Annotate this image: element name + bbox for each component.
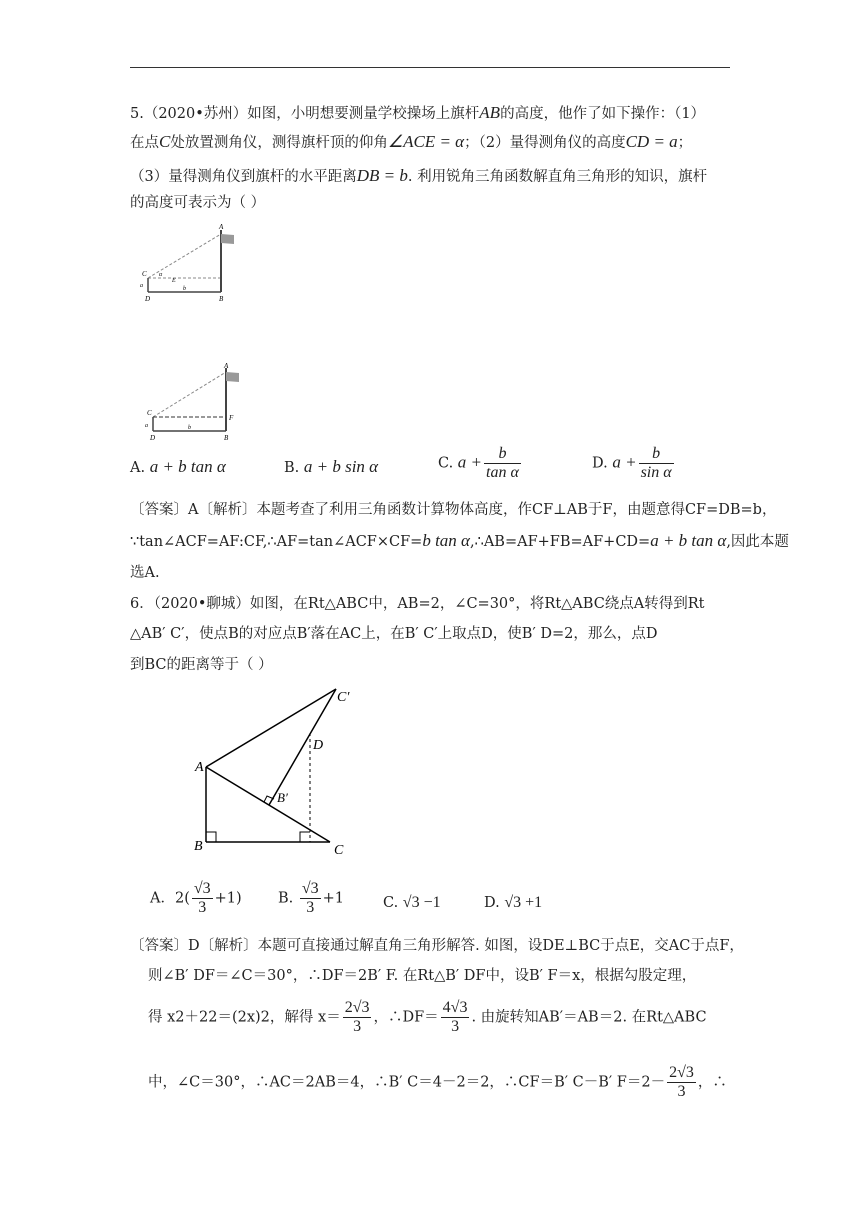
label-E: E	[172, 278, 176, 284]
right-angle-B	[206, 832, 216, 842]
q5-figure-1	[135, 222, 245, 306]
label-C: C	[147, 409, 152, 417]
label-C: C	[334, 843, 344, 857]
label-A: A	[195, 760, 204, 775]
q6-option-b[interactable]: B. $\frac{√3}{3}$ +1	[278, 880, 345, 916]
segment-B-prime-C-prime	[269, 689, 336, 805]
q5-line-4: 的高度可表示为（ ）	[130, 195, 266, 211]
q5-line-3: （3）量得测角仪到旗杆的水平距离DB = b. 利用锐角三角函数解直角三角形的知识，旗杆	[130, 166, 708, 185]
label-C: C	[142, 270, 147, 278]
label-b: b	[183, 286, 186, 292]
q5-option-a[interactable]: A. a + b tan α	[130, 457, 226, 476]
q6-answer-line-1: 〔答案〕D〔解析〕本题可直接通过解直角三角形解答. 如图，设DE⊥BC于点E，交AC于点F，	[130, 938, 744, 954]
q6-answer-line-4: 中，∠C＝30°，∴AC＝2AB＝4，∴B′ C＝4－2＝2，∴CF＝B′ C－B′ F＝2－ $\frac{2√3}{3}$ ，∴	[148, 1064, 727, 1100]
label-a: a	[140, 283, 143, 289]
sight-line	[153, 372, 226, 417]
q5-line-2: 在点C处放置测角仪，测得旗杆顶的仰角∠ACE = α；（2）量得测角仪的高度CD = a；	[130, 132, 693, 151]
q5-figure-2	[140, 362, 250, 444]
q6-answer-line-2: 则∠B′ DF＝∠C＝30°，∴DF＝2B′ F. 在Rt△B′ DF中，设B′ F＝x，根据勾股定理，	[148, 968, 697, 984]
flag-icon	[226, 372, 239, 382]
q6-answer-line-3: 得 x2＋22＝(2x)2，解得 x＝ $\frac{2√3}{3}$ ，∴DF＝ $\frac{4√3}{3}$ . 由旋转知AB′＝AB＝2. 在Rt△ABC	[148, 999, 707, 1035]
q6-line-3: 到BC的距离等于（ ）	[130, 657, 273, 673]
q6-line-1: 6．（2020•聊城）如图，在Rt△ABC中，AB=2，∠C=30°，将Rt△ABC绕点A转得到Rt	[130, 596, 705, 612]
label-D: D	[145, 295, 151, 303]
q6-option-d[interactable]: D. √3 +1	[484, 894, 543, 911]
q6-triangle-figure	[185, 682, 365, 857]
label-B-prime: B′	[277, 790, 288, 805]
header-rule	[130, 67, 730, 68]
label-alpha: α	[159, 272, 163, 278]
q5-option-c[interactable]: C. a + $\frac{b}{\text{tan α}}$	[438, 445, 519, 481]
label-A: A	[224, 362, 229, 370]
label-B: B	[219, 295, 224, 303]
q5-answer-line-3: 选A.	[130, 565, 160, 581]
label-a: a	[145, 423, 148, 429]
label-A: A	[219, 223, 224, 231]
label-D: D	[313, 738, 324, 753]
label-B: B	[224, 434, 229, 442]
q5-option-b[interactable]: B. a + b sin α	[284, 457, 379, 476]
label-F: F	[229, 414, 234, 422]
q5-line-1: 5.（2020•苏州）如图，小明想要测量学校操场上旗杆AB的高度，他作了如下操作：（1）	[130, 103, 706, 122]
label-C-prime: C′	[337, 690, 350, 705]
right-angle-E	[300, 832, 310, 842]
label-B: B	[194, 839, 203, 854]
q6-line-2: △AB′ C′，使点B的对应点B′落在AC上，在B′ C′上取点D，使B′ D=2，那么，点D	[130, 626, 658, 642]
q5-answer-line-1: 〔答案〕A〔解析〕本题考查了利用三角函数计算物体高度，作CF⊥AB于F，由题意得CF=DB=b，	[130, 502, 777, 518]
q5-option-d[interactable]: D. a + $\frac{b}{\text{sin α}}$	[592, 445, 672, 481]
q6-option-c[interactable]: C. √3 −1	[383, 894, 441, 911]
label-D: D	[150, 434, 156, 442]
q6-option-a[interactable]: A．2( $\frac{√3}{3}$ +1)	[150, 880, 242, 916]
flag-icon	[221, 234, 234, 244]
segment-AC-prime	[206, 689, 336, 767]
label-b: b	[188, 425, 191, 431]
q5-answer-line-2: ∵tan∠ACF=AF:CF,∴AF=tan∠ACF×CF=b tan α,∴AB=AF+FB=AF+CD=a + b tan α,因此本题	[130, 531, 789, 550]
segment-AC	[206, 767, 330, 842]
